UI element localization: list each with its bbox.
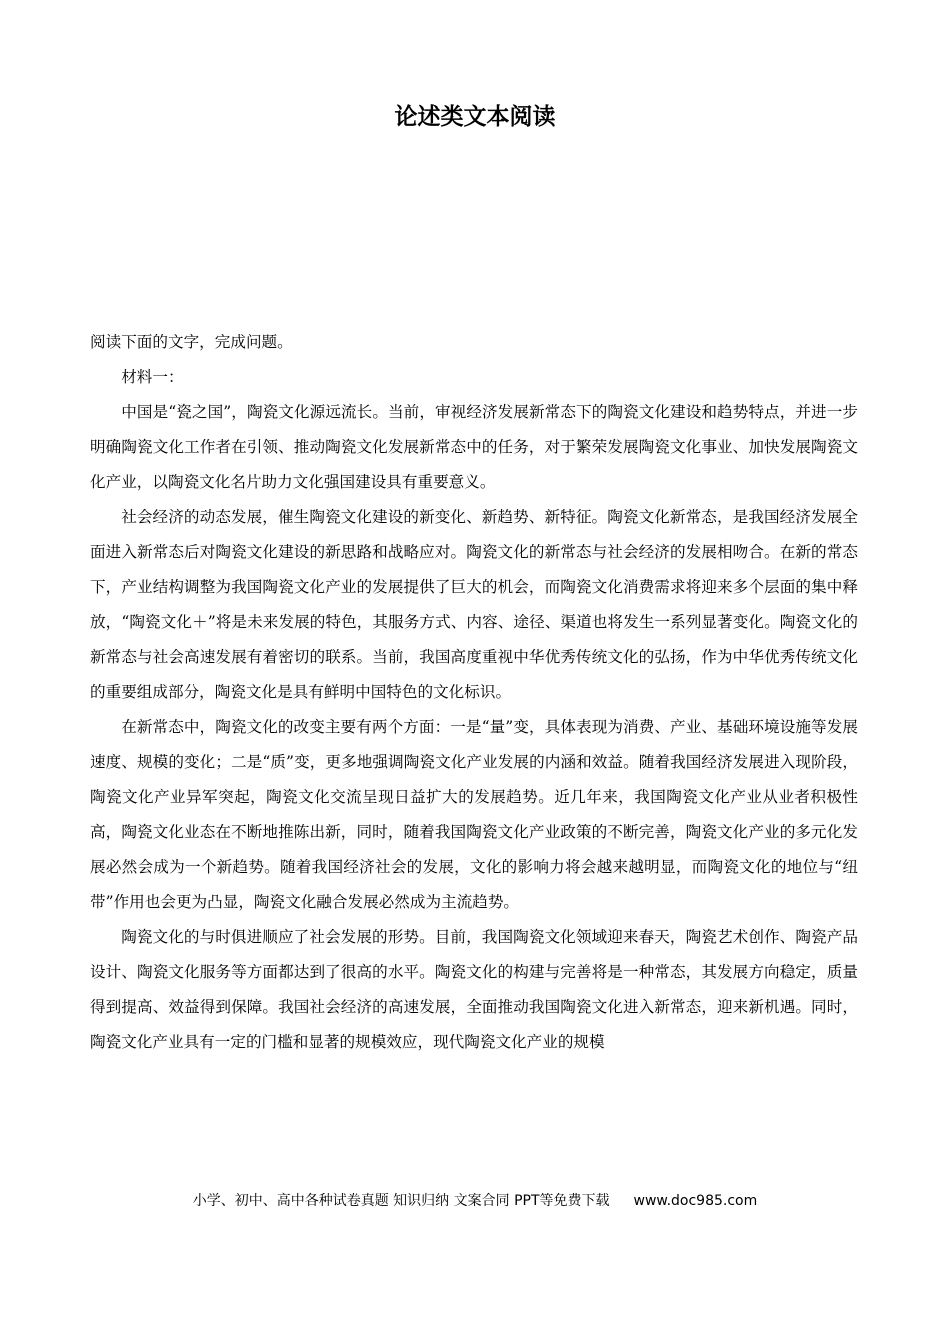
body-paragraph: 在新常态中，陶瓷文化的改变主要有两个方面：一是“量”变，具体表现为消费、产业、基础环境设施等发展速度、规模的变化；二是“质”变，更多地强调陶瓷文化产业发展的内涵和效益。随着我国经济发展进入现阶段，陶瓷文化产业异军突起，陶瓷文化交流呈现日益扩大的发展趋势。近几年来，我国陶瓷文化产业从业者积极性高，陶瓷文化业态在不断地推陈出新，同时，随着我国陶瓷文化产业政策的不断完善，陶瓷文化产业的多元化发展必然会成为一个新趋势。随着我国经济社会的发展，文化的影响力将会越来越明显，而陶瓷文化的地位与“纽带”作用也会更为凸显，陶瓷文化融合发展必然成为主流趋势。 <box>90 718 858 911</box>
footer-text: 小学、初中、高中各种试卷真题 知识归纳 文案合同 PPT等免费下载 <box>192 1193 610 1209</box>
body-paragraph: 社会经济的动态发展，催生陶瓷文化建设的新变化、新趋势、新特征。陶瓷文化新常态，是我国经济发展全面进入新常态后对陶瓷文化建设的新思路和战略应对。陶瓷文化的新常态与社会经济的发展相吻合。在新的常态下，产业结构调整为我国陶瓷文化产业的发展提供了巨大的机会，而陶瓷文化消费需求将迎来多个层面的集中释放，“陶瓷文化＋”将是未来发展的特色，其服务方式、内容、途径、渠道也将发生一系列显著变化。陶瓷文化的新常态与社会高速发展有着密切的联系。当前，我国高度重视中华优秀传统文化的弘扬，作为中华优秀传统文化的重要组成部分，陶瓷文化是具有鲜明中国特色的文化标识。 <box>90 508 858 701</box>
material-label: 材料一： <box>121 368 184 386</box>
page-footer <box>0 1190 950 1212</box>
body-paragraph: 陶瓷文化的与时俱进顺应了社会发展的形势。目前，我国陶瓷文化领域迎来春天，陶瓷艺术创作、陶瓷产品设计、陶瓷文化服务等方面都达到了很高的水平。陶瓷文化的构建与完善将是一种常态，其发展方向稳定，质量得到提高、效益得到保障。我国社会经济的高速发展，全面推动我国陶瓷文化进入新常态，迎来新机遇。同时，陶瓷文化产业具有一定的门槛和显著的规模效应，现代陶瓷文化产业的规模 <box>90 928 858 1051</box>
document-title: 论述类文本阅读 <box>394 104 556 130</box>
footer-url: www.doc985.com <box>633 1193 758 1209</box>
document-body <box>90 325 858 1060</box>
body-paragraph: 中国是“瓷之国”，陶瓷文化源远流长。当前，审视经济发展新常态下的陶瓷文化建设和趋势特点，并进一步明确陶瓷文化工作者在引领、推动陶瓷文化发展新常态中的任务，对于繁荣发展陶瓷文化事业、加快发展陶瓷文化产业，以陶瓷文化名片助力文化强国建设具有重要意义。 <box>90 403 858 491</box>
instruction-paragraph: 阅读下面的文字，完成问题。 <box>90 333 293 351</box>
